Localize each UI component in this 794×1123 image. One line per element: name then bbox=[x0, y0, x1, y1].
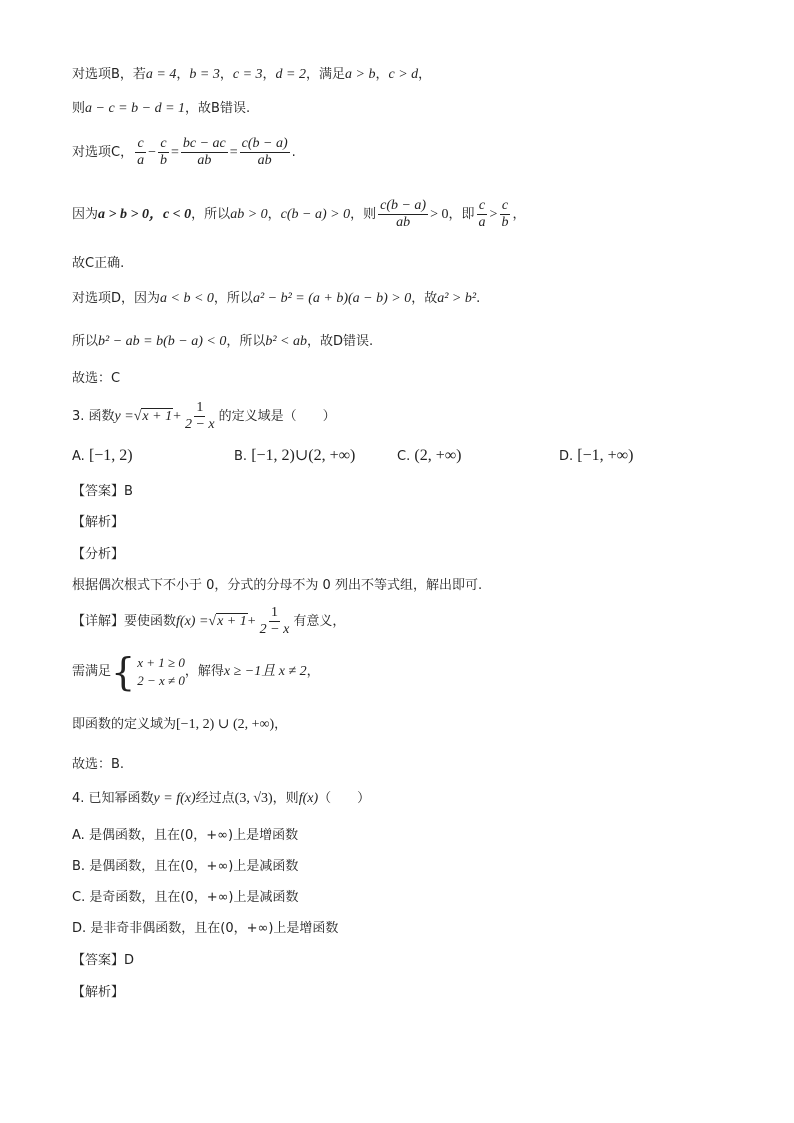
option-label: A. bbox=[72, 828, 85, 843]
q3-system bbox=[72, 649, 320, 694]
numerator: c bbox=[160, 136, 167, 151]
fraction bbox=[158, 136, 169, 169]
fraction bbox=[183, 400, 217, 433]
numerator: bc − ac bbox=[182, 136, 226, 151]
text: 因为 bbox=[72, 207, 99, 222]
text: . bbox=[476, 291, 481, 306]
q3-detail bbox=[72, 605, 345, 639]
math-cba: c(b − a) > 0 bbox=[280, 207, 351, 222]
denominator: b bbox=[159, 153, 167, 168]
option-label: B. bbox=[234, 449, 248, 464]
text: ， bbox=[306, 664, 320, 679]
text: ，所以 bbox=[226, 334, 266, 349]
numerator: c(b − a) bbox=[380, 198, 427, 213]
q3-option-a[interactable] bbox=[72, 446, 133, 467]
fraction bbox=[378, 198, 428, 231]
math-solve: x ≥ −1且 x ≠ 2 bbox=[223, 664, 307, 679]
denominator: ab bbox=[197, 153, 212, 168]
q4-option-b[interactable] bbox=[72, 858, 298, 876]
option-text: 是奇函数，且在(0，+∞)上是减函数 bbox=[89, 890, 299, 905]
math-point: (3, √3) bbox=[234, 791, 273, 806]
q3-stem bbox=[72, 400, 336, 434]
text: （ ） bbox=[318, 791, 371, 806]
text: 所以 bbox=[72, 334, 99, 349]
brace-icon: { bbox=[111, 649, 136, 694]
math-yfx: y = f(x) bbox=[153, 791, 196, 806]
line-option-d bbox=[72, 290, 480, 308]
q3-option-b[interactable] bbox=[234, 446, 355, 467]
fraction bbox=[477, 198, 488, 231]
math-diff: a² − b² = (a + b)(a − b) > 0 bbox=[252, 291, 412, 306]
q4-stem bbox=[72, 790, 370, 808]
math-y: y = bbox=[114, 409, 134, 424]
system-row: x + 1 ≥ 0 bbox=[137, 654, 185, 670]
option-text: 是偶函数，且在(0，+∞)上是增函数 bbox=[88, 828, 299, 843]
denominator: 2 − x bbox=[184, 417, 215, 432]
numerator: 1 bbox=[196, 400, 204, 415]
q3-answer bbox=[72, 483, 133, 501]
q3-domain bbox=[72, 716, 287, 734]
text: ， bbox=[512, 207, 526, 222]
line-option-c-reason: 因为a > b > 0，c < 0，所以ab > 0，c(b − a) > 0，则 $\frac{c(b - a)}{ab}$ > 0，即 $\frac{c}{a}$ > $\frac{c}{b}$ ， bbox=[72, 198, 526, 230]
option-text: 是非奇非偶函数，且在(0，+∞)上是增函数 bbox=[90, 921, 339, 936]
answer-label: 【答案】 bbox=[72, 484, 125, 499]
radicand: x + 1 bbox=[142, 409, 173, 424]
q3-fenxi-label: 【分析】 bbox=[72, 547, 125, 562]
math-d: d = 2 bbox=[275, 67, 306, 82]
q4-answer bbox=[72, 952, 134, 970]
text: 对选项D，因为 bbox=[72, 291, 161, 306]
text: 经过点 bbox=[195, 791, 235, 806]
numerator: c bbox=[501, 198, 509, 213]
detail-label: 【详解】 bbox=[72, 614, 125, 629]
answer-label: 【答案】 bbox=[72, 953, 125, 968]
line-option-d-conclusion bbox=[72, 333, 373, 351]
text: 3. 函数 bbox=[72, 409, 115, 424]
math-fx: f(x) bbox=[298, 791, 319, 806]
q3-option-c[interactable] bbox=[397, 446, 461, 467]
math-gt0: > 0 bbox=[430, 207, 449, 222]
option-label: D. bbox=[559, 449, 574, 464]
q4-option-d[interactable] bbox=[72, 920, 338, 938]
radicand: x + 1 bbox=[217, 614, 247, 629]
text: ， bbox=[418, 67, 432, 82]
option-value: (2, +∞) bbox=[414, 447, 462, 464]
q3-select: 故选：B. bbox=[72, 757, 125, 772]
text: ，所以 bbox=[191, 207, 231, 222]
math-agtb: a > b bbox=[345, 67, 376, 82]
text: 对选项B，若 bbox=[72, 67, 146, 82]
text: 需满足 bbox=[72, 664, 112, 679]
numerator: c bbox=[478, 198, 486, 213]
line-option-b-conclusion bbox=[72, 100, 250, 118]
fraction bbox=[258, 605, 292, 638]
plus: + bbox=[173, 409, 181, 424]
fraction bbox=[240, 136, 290, 169]
line-option-b-setup: 对选项B，若a = 4，b = 3，c = 3，d = 2，满足a > b，c > d， bbox=[72, 67, 432, 82]
option-label: B. bbox=[72, 859, 86, 874]
text: ，故B错误. bbox=[185, 101, 251, 116]
text: 的定义域是（ ） bbox=[218, 409, 336, 424]
option-label: D. bbox=[72, 921, 87, 936]
plus: + bbox=[247, 614, 256, 629]
text: ，故 bbox=[411, 291, 438, 306]
system-brace bbox=[111, 649, 185, 694]
denominator: ab bbox=[396, 215, 411, 230]
line-option-c-correct: 故C正确. bbox=[72, 256, 125, 271]
math-b2: b² − ab = b(b − a) < 0 bbox=[98, 334, 227, 349]
option-value: [−1, 2) bbox=[88, 447, 133, 464]
denominator: ab bbox=[257, 153, 272, 168]
text: ，解得 bbox=[184, 664, 224, 679]
q4-option-c[interactable] bbox=[72, 889, 299, 907]
math-b: b = 3 bbox=[189, 67, 220, 82]
option-label: A. bbox=[72, 449, 85, 464]
text: ，满足 bbox=[306, 67, 346, 82]
math-expr: a − c = b − d = 1 bbox=[85, 101, 186, 116]
math-fx: f(x) = bbox=[176, 614, 209, 629]
answer-value: B bbox=[124, 484, 133, 499]
math-a: a = 4 bbox=[145, 67, 177, 82]
option-label: C. bbox=[397, 449, 411, 464]
denominator: a bbox=[478, 215, 486, 230]
denominator: a bbox=[137, 153, 145, 168]
math-domain: [−1, 2) ∪ (2, +∞) bbox=[176, 717, 275, 732]
fraction bbox=[499, 198, 510, 231]
text: 则 bbox=[72, 101, 86, 116]
line-option-c-fraction: 对选项C， $\frac{c}{a}$ − $\frac{c}{b}$ = $\frac{bc - ac}{ab}$ = $\frac{c(b - a)}{ab}$ . bbox=[72, 136, 296, 168]
text: 4. 已知幂函数 bbox=[72, 791, 154, 806]
text: ，所以 bbox=[213, 291, 253, 306]
q4-analysis-label: 【解析】 bbox=[72, 985, 125, 1000]
numerator: c bbox=[137, 136, 144, 151]
text: ，故D错误. bbox=[307, 334, 374, 349]
q3-fenxi-text: 根据偶次根式下不小于 0，分式的分母不为 0 列出不等式组，解出即可. bbox=[72, 578, 483, 593]
line-select-c: 故选：C bbox=[72, 371, 121, 386]
text: ，则 bbox=[272, 791, 299, 806]
q4-option-a[interactable] bbox=[72, 827, 298, 845]
numerator: 1 bbox=[271, 605, 278, 620]
text: 有意义， bbox=[293, 614, 346, 629]
text: 对选项C， bbox=[72, 145, 134, 160]
sqrt-expr: √x + 1 bbox=[208, 614, 247, 629]
denominator: b bbox=[501, 215, 509, 230]
q3-option-d[interactable] bbox=[559, 446, 633, 467]
math-res: a² > b² bbox=[437, 291, 477, 306]
fraction bbox=[135, 136, 146, 169]
option-value: [−1, 2)∪(2, +∞) bbox=[251, 447, 356, 464]
math-ab: ab > 0 bbox=[230, 207, 268, 222]
text: ，则 bbox=[350, 207, 377, 222]
numerator: c(b − a) bbox=[241, 136, 288, 151]
option-value: [−1, +∞) bbox=[577, 447, 634, 464]
sqrt-expr: √x + 1 bbox=[133, 409, 173, 424]
math-cond: a < b < 0 bbox=[160, 291, 214, 306]
text: ， bbox=[274, 717, 288, 732]
fraction bbox=[181, 136, 228, 169]
math-b2-res: b² < ab bbox=[265, 334, 307, 349]
text: 即函数的定义域为 bbox=[72, 717, 177, 732]
answer-value: D bbox=[124, 953, 135, 968]
q3-analysis-label: 【解析】 bbox=[72, 515, 125, 530]
math-cgtd: c > d bbox=[388, 67, 419, 82]
text: ，即 bbox=[448, 207, 475, 222]
math-c: c = 3 bbox=[232, 67, 263, 82]
math-cond: a > b > 0，c < 0 bbox=[98, 207, 192, 222]
option-text: 是偶函数，且在(0，+∞)上是减函数 bbox=[89, 859, 299, 874]
text: 要使函数 bbox=[124, 614, 177, 629]
math-gt: > bbox=[489, 207, 498, 222]
denominator: 2 − x bbox=[259, 622, 290, 637]
option-label: C. bbox=[72, 890, 86, 905]
system-row: 2 − x ≠ 0 bbox=[137, 672, 185, 688]
